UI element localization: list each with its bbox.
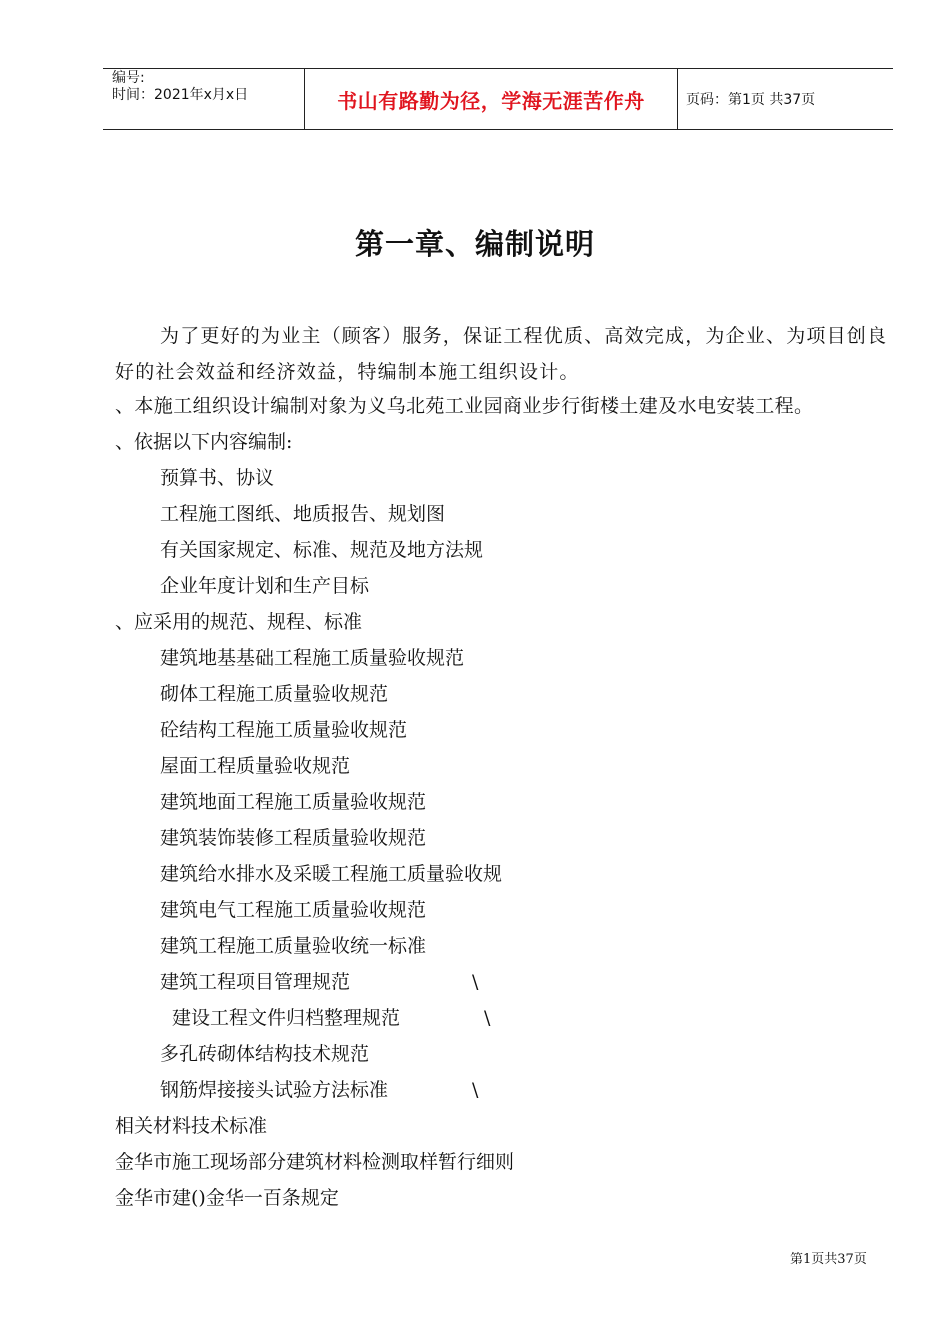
list-item: 砼结构工程施工质量验收规范 xyxy=(160,719,408,741)
list-item: 金华市施工现场部分建筑材料检测取样暂行细则 xyxy=(115,1151,515,1173)
list-item: 建设工程文件归档整理规范 xyxy=(172,1007,401,1029)
backslash-mark: \ xyxy=(472,971,479,993)
code-label: 编号: xyxy=(112,70,145,86)
page-header xyxy=(103,68,893,130)
list-item: 钢筋焊接接头试验方法标准 xyxy=(160,1079,389,1101)
list-item: 建筑电气工程施工质量验收规范 xyxy=(160,899,427,921)
item-basis-heading: 、依据以下内容编制: xyxy=(115,431,293,453)
list-item: 相关材料技术标准 xyxy=(115,1115,268,1137)
header-motto: 书山有路勤为径，学海无涯苦作舟 xyxy=(305,69,678,129)
list-item: 建筑地基基础工程施工质量验收规范 xyxy=(160,647,465,669)
list-item: 建筑工程项目管理规范 xyxy=(160,971,351,993)
item-scope: 、本施工组织设计编制对象为义乌北苑工业园商业步行街楼土建及水电安装工程。 xyxy=(115,395,814,417)
backslash-mark: \ xyxy=(484,1007,491,1029)
chapter-title: 第一章、编制说明 xyxy=(354,227,595,261)
time-label: 时间：2021年x月x日 xyxy=(112,87,249,103)
list-item: 建筑地面工程施工质量验收规范 xyxy=(160,791,427,813)
list-item: 金华市建()金华一百条规定 xyxy=(115,1187,339,1209)
list-item: 企业年度计划和生产目标 xyxy=(160,575,370,597)
intro-paragraph: 为了更好的为业主（顾客）服务，保证工程优质、高效完成，为企业、为项目创良好的社会效益和经济效益，特编制本施工组织设计。 xyxy=(115,325,888,383)
list-item: 建筑装饰装修工程质量验收规范 xyxy=(160,827,427,849)
item-standards-heading: 、应采用的规范、规程、标准 xyxy=(115,611,363,633)
list-item: 预算书、协议 xyxy=(160,467,275,489)
list-item: 屋面工程质量验收规范 xyxy=(160,755,351,777)
page-footer: 第1页共37页 xyxy=(790,1252,867,1267)
list-item: 建筑工程施工质量验收统一标准 xyxy=(160,935,427,957)
list-item: 工程施工图纸、地质报告、规划图 xyxy=(160,503,446,525)
list-item: 建筑给水排水及采暖工程施工质量验收规 xyxy=(160,863,503,885)
header-meta xyxy=(103,69,305,129)
backslash-mark: \ xyxy=(472,1079,479,1101)
list-item: 多孔砖砌体结构技术规范 xyxy=(160,1043,370,1065)
header-page-info: 页码：第1页 共37页 xyxy=(686,92,816,108)
list-item: 有关国家规定、标准、规范及地方法规 xyxy=(160,539,484,561)
list-item: 砌体工程施工质量验收规范 xyxy=(160,683,389,705)
